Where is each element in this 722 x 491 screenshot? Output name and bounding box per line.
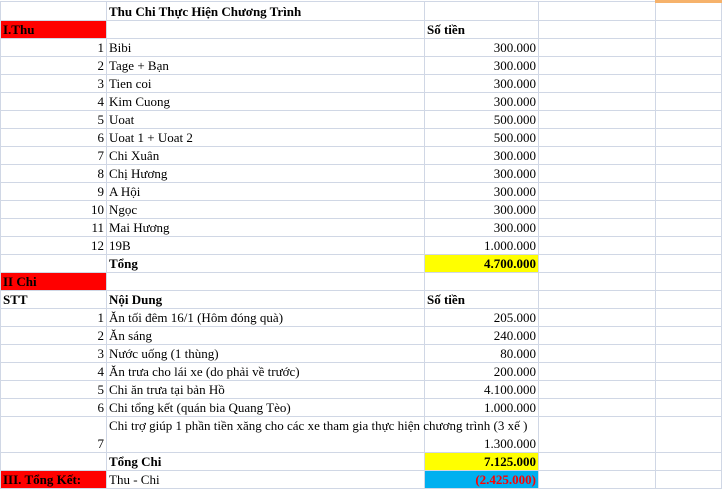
section_thu-row [1,219,722,237]
row-number[interactable]: 4 [1,93,107,111]
selected-cell[interactable] [539,345,656,363]
cell[interactable] [1,255,107,273]
cell[interactable] [539,309,656,327]
row-number[interactable]: 6 [1,399,107,417]
cell[interactable] [539,381,656,399]
chi-column-header-row [1,291,722,309]
cell[interactable] [656,399,722,417]
row-number[interactable]: 12 [1,237,107,255]
cell[interactable] [539,147,656,165]
row-amount[interactable]: 300.000 [425,75,539,93]
cell[interactable] [656,381,722,399]
cell[interactable] [539,129,656,147]
cell[interactable] [539,471,656,489]
section_chi-row [1,381,722,399]
row-number[interactable]: 10 [1,201,107,219]
row-number[interactable]: 8 [1,165,107,183]
cell[interactable] [539,237,656,255]
row-content[interactable]: Ăn trưa cho lái xe (do phải về trước) [107,363,425,381]
thu-amount-header[interactable]: Số tiền [425,21,539,39]
cell[interactable] [539,255,656,273]
cell[interactable] [1,2,107,21]
row-number[interactable]: 1 [1,309,107,327]
row-amount[interactable]: 300.000 [425,93,539,111]
row-content[interactable]: Nước uống (1 thùng) [107,345,425,363]
section_chi-row [1,345,722,363]
row-amount[interactable]: 300.000 [425,57,539,75]
row-number[interactable]: 2 [1,57,107,75]
section_thu-row [1,237,722,255]
row-number[interactable]: 7 [1,147,107,165]
row-number[interactable]: 11 [1,219,107,237]
cell[interactable] [656,273,722,291]
row-amount[interactable]: 300.000 [425,165,539,183]
row-content[interactable]: Chị Hương [107,165,425,183]
cell[interactable] [539,291,656,309]
row-content[interactable]: Bibi [107,39,425,57]
chi-rows [1,309,722,417]
cell[interactable] [107,273,425,291]
cell[interactable] [656,147,722,165]
section_thu-row [1,129,722,147]
section_thu-row [1,147,722,165]
section_thu-row [1,39,722,57]
thu-total-value[interactable]: 4.700.000 [425,255,539,273]
thu-total-label[interactable]: Tổng [107,255,425,273]
cell[interactable] [656,165,722,183]
cell[interactable] [656,471,722,489]
cell[interactable] [656,291,722,309]
cell[interactable] [656,39,722,57]
row-amount[interactable]: 205.000 [425,309,539,327]
row-content[interactable]: Tage + Bạn [107,57,425,75]
cell[interactable] [656,345,722,363]
row-amount[interactable]: 300.000 [425,39,539,57]
row-number[interactable]: 5 [1,111,107,129]
section-chi-header-row [1,273,722,291]
chi-total-value[interactable]: 7.125.000 [425,453,539,471]
thu-total-row [1,255,722,273]
section_thu-row [1,165,722,183]
section_chi-row [1,327,722,345]
cell[interactable] [656,57,722,75]
cell[interactable] [539,453,656,471]
summary-row [1,471,722,489]
cell[interactable] [656,327,722,345]
row-amount[interactable]: 300.000 [425,201,539,219]
cell[interactable] [656,2,722,21]
section_thu-row [1,75,722,93]
cell[interactable] [539,327,656,345]
row-amount[interactable]: 1.300.000 [425,417,539,453]
chi-amount-header[interactable]: Số tiền [425,291,539,309]
cell[interactable] [656,93,722,111]
title-row [1,2,722,21]
row-number[interactable]: 7 [1,417,107,453]
chi-row-7 [1,417,722,453]
chi-total-row [1,453,722,471]
cell[interactable] [539,21,656,39]
row-amount[interactable]: 4.100.000 [425,381,539,399]
cell[interactable] [656,21,722,39]
cell[interactable] [539,273,656,291]
chi-total-label[interactable]: Tổng Chi [107,453,425,471]
section_thu-row [1,93,722,111]
row-content[interactable]: Ngọc [107,201,425,219]
row-amount[interactable]: 300.000 [425,183,539,201]
row-content[interactable]: Tien coi [107,75,425,93]
row-content[interactable]: Uoat 1 + Uoat 2 [107,129,425,147]
cell[interactable] [539,417,656,453]
row-amount[interactable]: 80.000 [425,345,539,363]
section_thu-row [1,111,722,129]
summary-formula[interactable]: Thu - Chi [107,471,425,489]
cell[interactable] [656,129,722,147]
cell[interactable] [656,417,722,453]
cell[interactable] [656,309,722,327]
row-content[interactable]: 19B [107,237,425,255]
row-amount[interactable]: 1.000.000 [425,399,539,417]
section_thu-row [1,201,722,219]
cell[interactable] [656,363,722,381]
row-number[interactable]: 5 [1,381,107,399]
cell[interactable] [539,201,656,219]
section_thu-row [1,57,722,75]
section_chi-row [1,309,722,327]
row-content[interactable]: Ăn sáng [107,327,425,345]
cell[interactable] [539,165,656,183]
cell[interactable] [656,219,722,237]
cell[interactable] [539,39,656,57]
row-amount[interactable]: 300.000 [425,219,539,237]
section_chi-row [1,363,722,381]
cell[interactable] [539,57,656,75]
cell[interactable] [425,2,539,21]
row-number[interactable]: 6 [1,129,107,147]
cell[interactable] [539,111,656,129]
cell[interactable] [656,75,722,93]
sheet-title[interactable]: Thu Chi Thực Hiện Chương Trình [107,2,425,21]
stt-header[interactable]: STT [1,291,107,309]
row-content[interactable]: Uoat [107,111,425,129]
row-number[interactable]: 9 [1,183,107,201]
row-amount[interactable]: 200.000 [425,363,539,381]
thu-rows [1,39,722,255]
cell[interactable] [539,2,656,21]
cell[interactable] [107,21,425,39]
cell[interactable] [656,255,722,273]
cell[interactable] [656,453,722,471]
row-number[interactable]: 1 [1,39,107,57]
cell[interactable] [539,399,656,417]
content-header[interactable]: Nội Dung [107,291,425,309]
cell[interactable] [539,93,656,111]
row-content[interactable]: Kim Cuong [107,93,425,111]
cell[interactable] [539,75,656,93]
row-content[interactable]: Ăn tối đêm 16/1 (Hôm đóng quà) [107,309,425,327]
row-number[interactable]: 3 [1,75,107,93]
row-number[interactable]: 4 [1,363,107,381]
row-amount[interactable]: 500.000 [425,129,539,147]
row-content[interactable]: Mai Hương [107,219,425,237]
row-amount[interactable]: 500.000 [425,111,539,129]
cell[interactable] [425,273,539,291]
row-content[interactable]: Chi Xuân [107,147,425,165]
section_thu-row [1,183,722,201]
summary-value[interactable]: (2.425.000) [425,471,539,489]
row-content[interactable]: A Hội [107,183,425,201]
cell[interactable] [656,183,722,201]
cell[interactable] [539,183,656,201]
cell[interactable] [539,363,656,381]
summary-label[interactable]: III. Tổng Kết: [1,471,107,489]
row-amount[interactable]: 1.000.000 [425,237,539,255]
row-amount[interactable]: 300.000 [425,147,539,165]
section-thu-label[interactable]: I.Thu [1,21,107,39]
section-chi-label[interactable]: II Chi [1,273,107,291]
cell[interactable] [656,237,722,255]
section-thu-header-row [1,21,722,39]
row-amount[interactable]: 240.000 [425,327,539,345]
row-number[interactable]: 2 [1,327,107,345]
row-content[interactable]: Chi ăn trưa tại bản Hồ [107,381,425,399]
cell[interactable] [1,453,107,471]
row-content[interactable]: Chi trợ giúp 1 phần tiền xăng cho các xe tham gia thực hiện chương trình (3 xế ) [107,417,425,453]
section_chi-row [1,399,722,417]
cell[interactable] [656,111,722,129]
cell[interactable] [539,219,656,237]
row-number[interactable]: 3 [1,345,107,363]
row-content[interactable]: Chi tổng kết (quán bia Quang Tèo) [107,399,425,417]
cell[interactable] [656,201,722,219]
